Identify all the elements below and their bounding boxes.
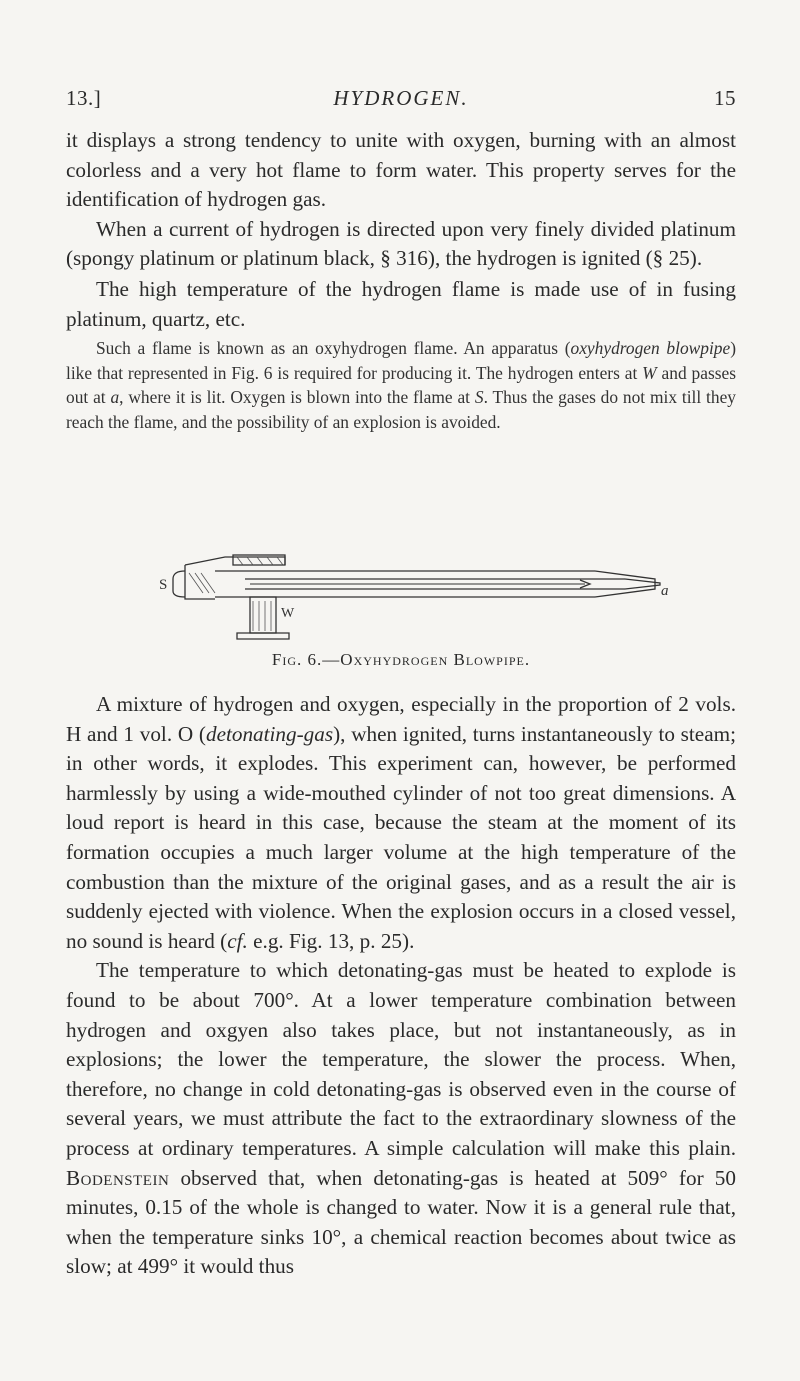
blowpipe-illustration xyxy=(155,535,675,645)
italic-term: detonating-gas xyxy=(205,721,334,746)
text-run: , where it is lit. Oxygen is blown into the flame at xyxy=(119,387,475,408)
caption-dash: — xyxy=(322,650,341,669)
italic-letter: W xyxy=(642,362,657,383)
figure-caption xyxy=(66,650,736,670)
jacket-left xyxy=(185,565,215,599)
italic-term: oxyhydrogen blowpipe xyxy=(570,338,731,358)
label-w: W xyxy=(281,606,295,621)
text-run: observed that, when detonating-gas is heated at 509° for 50 minutes, 0.15 of the whole is changed to water. Now it is a general rule that, when the temperature sinks 10°, a chemical reaction becomes about twice as slow; at 499° it would thus xyxy=(66,1165,736,1279)
oxygen-hose xyxy=(173,571,185,597)
text-run: ) like that represented in Fig. 6 is required for producing it. The hydrogen enters at xyxy=(66,338,736,383)
italic-abbrev: cf. xyxy=(227,928,248,953)
paragraph-block-1 xyxy=(66,126,736,274)
caption-figure-number: Fig. 6. xyxy=(271,650,323,669)
author-name: Bodenstein xyxy=(66,1165,170,1190)
text-run: and passes out at xyxy=(66,362,736,408)
paragraph-temperature xyxy=(66,956,736,1282)
text-run: The temperature to which detonating-gas must be heated to explode is found to be about 700°. At a lower temperature combination between hydrogen and oxgyen also takes place, but not instantaneously, as in explosions; the lower the temperature, the slower the process. When, therefore, no change in cold detonating-gas is observed even in the course of several years, we must attribute the fact to the extraordinary slowness of the process at ordinary temperatures. A simple calculation will make this plain. xyxy=(66,958,736,1160)
figure-oxyhydrogen-blowpipe xyxy=(155,535,675,645)
paragraph-detonating-gas xyxy=(66,690,736,956)
italic-letter: S xyxy=(474,387,484,408)
running-title: HYDROGEN. xyxy=(333,86,469,110)
text-run: A mixture of hydrogen and oxygen, especially in the proportion of 2 vols. H and 1 vol. O ( xyxy=(66,692,736,746)
label-a: a xyxy=(661,583,669,599)
paragraph-fusing-platinum: The high temperature of the hydrogen flame is made use of in fusing platinum, quartz, etc. xyxy=(66,277,736,331)
text-run: . Thus the gases do not mix till they reach the flame, and the possibility of an explosion is avoided. xyxy=(66,387,737,432)
paragraph-flame-property: it displays a strong tendency to unite with oxygen, burning with an almost colorless and a very hot flame to form water. This property serves for the identification of hydrogen gas. xyxy=(66,128,736,212)
running-header xyxy=(66,86,736,116)
inlet-base xyxy=(237,633,289,639)
text-run: e.g. Fig. 13, p. 25). xyxy=(247,928,415,953)
inlet-pipe xyxy=(250,597,276,633)
paragraph-block-small xyxy=(66,336,736,434)
paragraph-oxyhydrogen-flame xyxy=(66,336,736,434)
italic-letter: a xyxy=(110,387,120,408)
page-number: 15 xyxy=(714,86,736,110)
caption-title: Oxyhydrogen Blowpipe. xyxy=(340,650,531,669)
text-run: Such a flame is known as an oxyhydrogen flame. An apparatus ( xyxy=(96,338,571,358)
text-run: ), when ignited, turns instantaneously to steam; in other words, it explodes. This experiment can, however, be performed harmlessly by using a wide-mouthed cylinder of not too great dimensions. A loud report is heard in this case, because the steam at the moment of its formation occupies a much larger volume at the high temperature of the combustion than the mixture of the original gases, and as a result the air is suddenly ejected with violence. When the explosion occurs in a closed vessel, no sound is heard ( xyxy=(66,721,736,953)
paragraph-block-3 xyxy=(66,690,736,1282)
nozzle-outer xyxy=(595,571,655,597)
section-number: 13.] xyxy=(66,86,102,110)
paragraph-block-2 xyxy=(66,275,736,334)
paragraph-platinum-ignition: When a current of hydrogen is directed upon very finely divided platinum (spongy platinum or platinum black, § 316), the hydrogen is ignited (§ 25). xyxy=(66,216,736,271)
label-s: S xyxy=(159,577,168,593)
